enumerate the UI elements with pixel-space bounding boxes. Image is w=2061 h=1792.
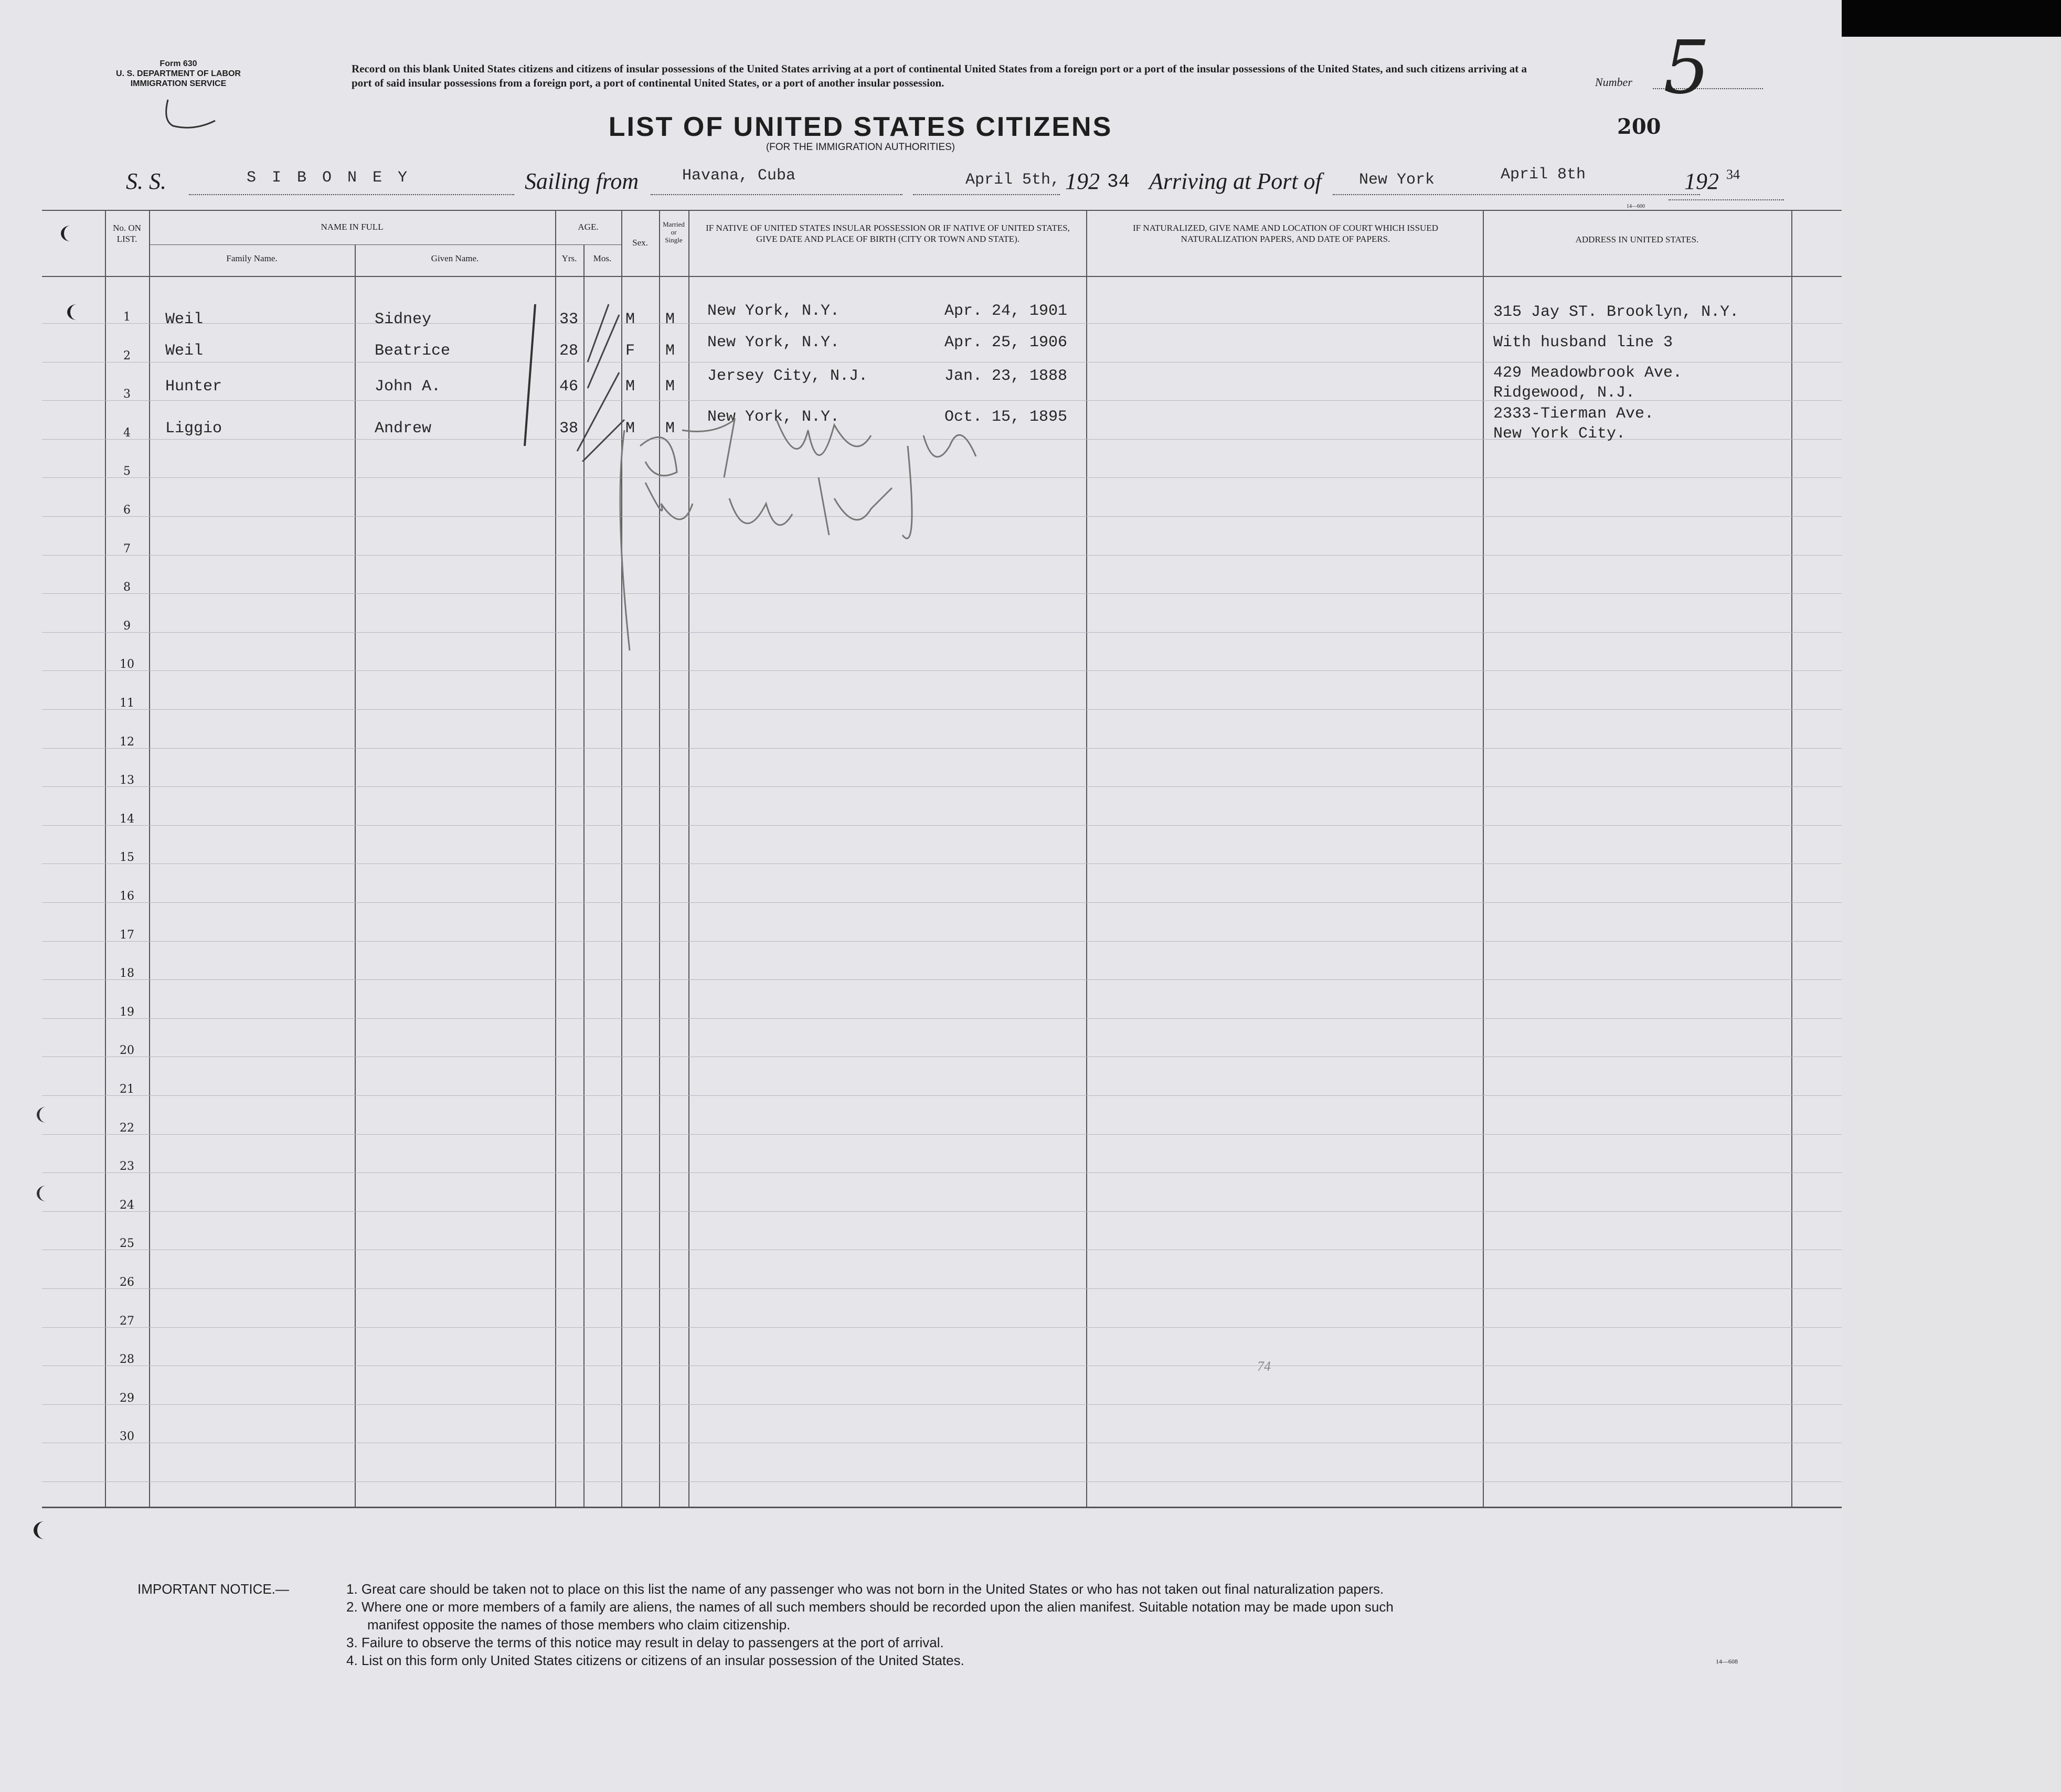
check-mark-icon xyxy=(157,89,226,136)
row-number: 8 xyxy=(123,581,131,594)
marital-status-cell: M xyxy=(665,420,675,438)
row-number: 26 xyxy=(120,1276,134,1289)
row-rule xyxy=(42,1172,1842,1173)
number-label: Number xyxy=(1595,76,1632,89)
col-header-birth: IF NATIVE OF UNITED STATES INSULAR POSSESSION OR IF NATIVE OF UNITED STATES, GIVE DATE AND PLACE OF BIRTH (CITY OR TOWN AND STATE). xyxy=(706,223,1070,244)
row-number: 10 xyxy=(120,658,134,671)
department-name: U. S. DEPARTMENT OF LABOR xyxy=(116,69,241,78)
row-number: 30 xyxy=(120,1430,134,1443)
row-number: 9 xyxy=(123,620,131,633)
marital-status-cell: M xyxy=(665,378,675,396)
sex-cell: F xyxy=(625,342,635,360)
row-number: 7 xyxy=(123,542,131,556)
col-header-age: AGE. xyxy=(578,222,599,232)
arrival-date: April 8th xyxy=(1501,166,1586,184)
family-name-cell: Weil xyxy=(165,311,204,328)
table-bottom-border xyxy=(42,1507,1842,1508)
row-number: 22 xyxy=(120,1122,134,1135)
col-header-mos: Mos. xyxy=(593,253,612,263)
row-rule xyxy=(42,1404,1842,1405)
birth-date-cell: Apr. 25, 1906 xyxy=(944,334,1068,351)
notice-item-2-cont: manifest opposite the names of those members who claim citizenship. xyxy=(367,1617,791,1633)
row-rule xyxy=(42,1095,1842,1096)
col-header-no: No. ON LIST. xyxy=(113,223,141,244)
page-title: LIST OF UNITED STATES CITIZENS xyxy=(608,112,1113,142)
age-cell: 33 xyxy=(559,311,579,328)
row-number: 21 xyxy=(120,1083,134,1096)
arrival-year-prefix: 192 xyxy=(1684,168,1719,194)
row-rule xyxy=(42,1211,1842,1212)
given-name-cell: Andrew xyxy=(375,420,432,438)
notice-label: IMPORTANT NOTICE.— xyxy=(137,1581,289,1597)
row-number: 27 xyxy=(120,1315,134,1328)
birth-place-cell: New York, N.Y. xyxy=(707,408,840,426)
row-number: 19 xyxy=(120,1006,134,1019)
stray-mark: 74 xyxy=(1257,1359,1271,1374)
row-number: 28 xyxy=(120,1353,134,1366)
notice-item-3: 3. Failure to observe the terms of this notice may result in delay to passengers at the port of arrival. xyxy=(346,1635,944,1650)
row-number: 20 xyxy=(120,1044,134,1057)
marital-status-cell: M xyxy=(665,342,675,360)
sex-cell: M xyxy=(625,420,635,438)
from-port: Havana, Cuba xyxy=(682,167,796,185)
col-header-given-name: Given Name. xyxy=(431,253,479,263)
row-number: 3 xyxy=(123,388,131,401)
row-number: 17 xyxy=(120,929,134,942)
inspector-signature-icon xyxy=(609,399,1007,671)
address-cell: With husband line 3 xyxy=(1493,334,1673,351)
ship-name: S I B O N E Y xyxy=(247,169,411,187)
col-header-married: Married or Single xyxy=(663,220,685,244)
col-header-naturalized: IF NATURALIZED, GIVE NAME AND LOCATION OF COURT WHICH ISSUED NATURALIZATION PAPERS, AND DATE OF PAPERS. xyxy=(1132,223,1438,244)
age-cell: 46 xyxy=(559,378,579,396)
col-header-yrs: Yrs. xyxy=(561,253,577,263)
address-cell-line2: New York City. xyxy=(1493,425,1626,443)
row-rule xyxy=(42,709,1842,710)
number-value: 5 xyxy=(1663,25,1711,111)
birth-place-cell: New York, N.Y. xyxy=(707,302,840,320)
row-rule xyxy=(42,1327,1842,1328)
row-number: 23 xyxy=(120,1160,134,1173)
departure-date: April 5th, xyxy=(965,171,1060,189)
row-number: 29 xyxy=(120,1392,134,1405)
row-rule xyxy=(42,941,1842,942)
age-cell: 38 xyxy=(559,420,579,438)
arriving-label: Arriving at Port of xyxy=(1149,168,1322,194)
notice-item-4: 4. List on this form only United States citizens or citizens of an insular possession of the United States. xyxy=(346,1652,964,1668)
departure-year-prefix: 192 xyxy=(1065,168,1100,194)
col-header-address: ADDRESS IN UNITED STATES. xyxy=(1575,234,1699,244)
marital-status-cell: M xyxy=(665,311,675,328)
form-header xyxy=(84,59,273,89)
departure-year-suffix: 34 xyxy=(1107,171,1130,193)
list-count: 200 xyxy=(1617,114,1661,139)
binder-hole xyxy=(34,1521,55,1539)
family-name-cell: Liggio xyxy=(165,420,222,438)
row-number: 15 xyxy=(120,851,134,864)
row-number: 14 xyxy=(120,813,134,826)
table-header-bottom xyxy=(42,276,1842,277)
given-name-cell: Beatrice xyxy=(375,342,451,360)
sex-cell: M xyxy=(625,378,635,396)
underlying-page xyxy=(1839,37,2061,1792)
age-cell: 28 xyxy=(559,342,579,360)
address-cell: 2333-Tierman Ave. xyxy=(1493,405,1654,423)
row-number: 5 xyxy=(123,465,131,478)
form-number: Form 630 xyxy=(160,59,197,68)
row-rule xyxy=(42,1481,1842,1482)
row-rule xyxy=(42,863,1842,864)
binder-hole xyxy=(61,226,80,241)
family-name-cell: Weil xyxy=(165,342,204,360)
row-rule xyxy=(42,748,1842,749)
row-number: 24 xyxy=(120,1199,134,1212)
small-print: 14—600 xyxy=(1627,204,1645,209)
row-rule xyxy=(42,1018,1842,1019)
row-rule xyxy=(42,786,1842,787)
address-cell-line2: Ridgewood, N.J. xyxy=(1493,384,1635,402)
birth-place-cell: Jersey City, N.J. xyxy=(707,367,868,385)
row-rule xyxy=(42,979,1842,980)
row-number: 11 xyxy=(120,697,134,710)
col-header-family-name: Family Name. xyxy=(226,253,278,263)
sailing-from-label: Sailing from xyxy=(525,168,639,194)
birth-date-cell: Oct. 15, 1895 xyxy=(944,408,1068,426)
row-rule xyxy=(42,825,1842,826)
notice-item-2: 2. Where one or more members of a family are aliens, the names of all such members should be recorded upon the alien manifest. Suitable notation may be made upon such xyxy=(346,1599,1394,1615)
notice-item-1: 1. Great care should be taken not to place on this list the name of any passenger who was not born in the United States or who has not taken out final naturalization papers. xyxy=(346,1581,1384,1597)
row-number: 16 xyxy=(120,890,134,903)
birth-place-cell: New York, N.Y. xyxy=(707,334,840,351)
page-subtitle: (FOR THE IMMIGRATION AUTHORITIES) xyxy=(766,142,955,153)
record-note: Record on this blank United States citizens and citizens of insular possessions of the United States arriving at a port of continental United States from a foreign port or a port of the insular possessions of the United States, and such citizens arriving at a port of said insular possessions from a foreign port, a port of continental United States, or a port of another insular possession. xyxy=(352,62,1527,89)
sex-cell: M xyxy=(625,311,635,328)
arrival-port: New York xyxy=(1359,171,1435,189)
service-name: IMMIGRATION SERVICE xyxy=(130,79,227,88)
family-name-cell: Hunter xyxy=(165,378,222,396)
birth-date-cell: Apr. 24, 1901 xyxy=(944,302,1068,320)
row-number: 18 xyxy=(120,967,134,980)
arrival-year-suffix: 34 xyxy=(1726,167,1740,182)
row-number: 12 xyxy=(120,735,134,749)
row-rule xyxy=(42,902,1842,903)
address-cell: 429 Meadowbrook Ave. xyxy=(1493,364,1683,382)
row-number: 6 xyxy=(123,504,131,517)
row-number: 1 xyxy=(123,311,131,324)
row-number: 13 xyxy=(120,774,134,787)
given-name-cell: John A. xyxy=(375,378,441,396)
row-rule xyxy=(42,1134,1842,1135)
binder-hole xyxy=(37,1186,55,1201)
row-rule xyxy=(42,1288,1842,1289)
birth-date-cell: Jan. 23, 1888 xyxy=(944,367,1068,385)
col-header-sex: Sex. xyxy=(632,238,648,248)
row-number: 25 xyxy=(120,1237,134,1250)
row-number: 4 xyxy=(123,426,131,440)
binder-hole xyxy=(67,304,86,320)
table-top-border xyxy=(42,210,1842,211)
col-header-name-in-full: NAME IN FULL xyxy=(321,222,384,232)
notice-footer-code: 14—608 xyxy=(1716,1658,1738,1665)
binder-hole xyxy=(37,1107,55,1123)
row-rule xyxy=(42,323,1842,324)
given-name-cell: Sidney xyxy=(375,311,432,328)
address-cell: 315 Jay ST. Brooklyn, N.Y. xyxy=(1493,303,1739,321)
ss-label: S. S. xyxy=(126,168,166,194)
row-number: 2 xyxy=(123,349,131,362)
